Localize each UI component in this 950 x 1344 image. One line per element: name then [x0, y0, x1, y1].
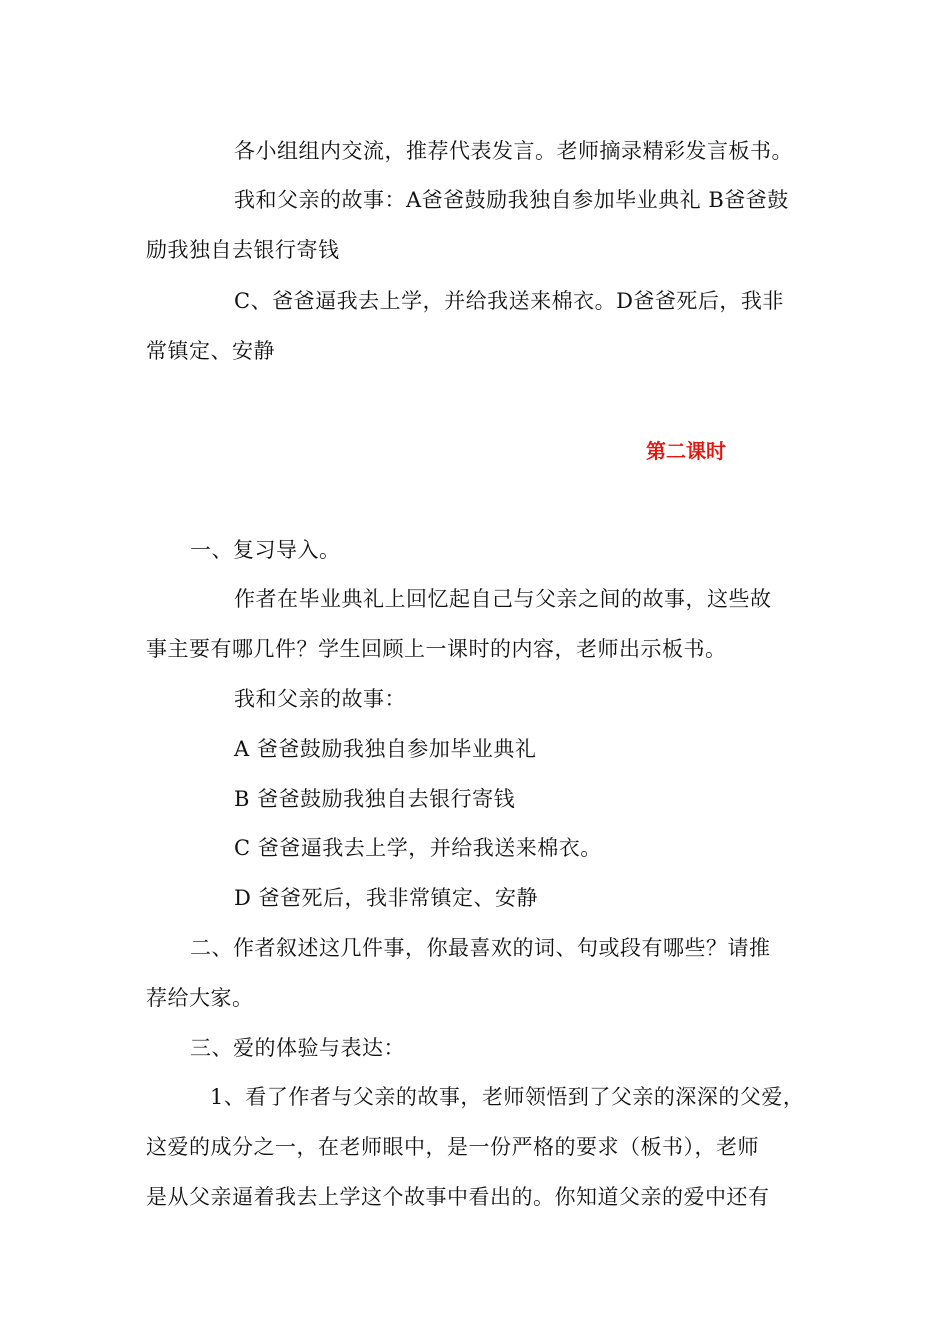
question-three-item-line-2: 这爱的成分之一，在老师眼中，是一份严格的要求（板书），老师 [146, 1135, 759, 1159]
review-line-1: 作者在毕业典礼上回忆起自己与父亲之间的故事，这些故 [234, 587, 772, 611]
question-two-line-2: 荐给大家。 [146, 986, 254, 1010]
story-list-title: 我和父亲的故事： [234, 687, 406, 711]
question-three-item-line-3: 是从父亲逼着我去上学这个故事中看出的。你知道父亲的爱中还有 [146, 1185, 770, 1209]
story-item-a: A 爸爸鼓励我独自参加毕业典礼 [234, 737, 537, 761]
review-line-2: 事主要有哪几件？学生回顾上一课时的内容，老师出示板书。 [146, 637, 727, 661]
paragraph-stories-line-1: 我和父亲的故事：A爸爸鼓励我独自参加毕业典礼 B爸爸鼓 [234, 188, 789, 212]
question-two-line-1: 二、作者叙述这几件事，你最喜欢的词、句或段有哪些？请推 [190, 936, 771, 960]
paragraph-stories-line-2: 励我独自去银行寄钱 [146, 238, 340, 262]
review-title: 一、复习导入。 [190, 538, 341, 562]
story-item-b: B 爸爸鼓励我独自去银行寄钱 [234, 787, 516, 811]
paragraph-stories-cd-line-1: C、爸爸逼我去上学，并给我送来棉衣。D爸爸死后，我非 [234, 289, 784, 313]
lesson-heading: 第二课时 [646, 439, 726, 463]
story-item-c: C 爸爸逼我去上学，并给我送来棉衣。 [234, 836, 602, 860]
story-item-d: D 爸爸死后，我非常镇定、安静 [234, 886, 539, 910]
paragraph-stories-cd-line-2: 常镇定、安静 [146, 339, 275, 363]
paragraph-group-discussion: 各小组组内交流，推荐代表发言。老师摘录精彩发言板书。 [234, 139, 793, 163]
question-three-item-line-1: 1、看了作者与父亲的故事，老师领悟到了父亲的深深的父爱， [210, 1085, 805, 1109]
question-three-title: 三、爱的体验与表达： [190, 1036, 405, 1060]
